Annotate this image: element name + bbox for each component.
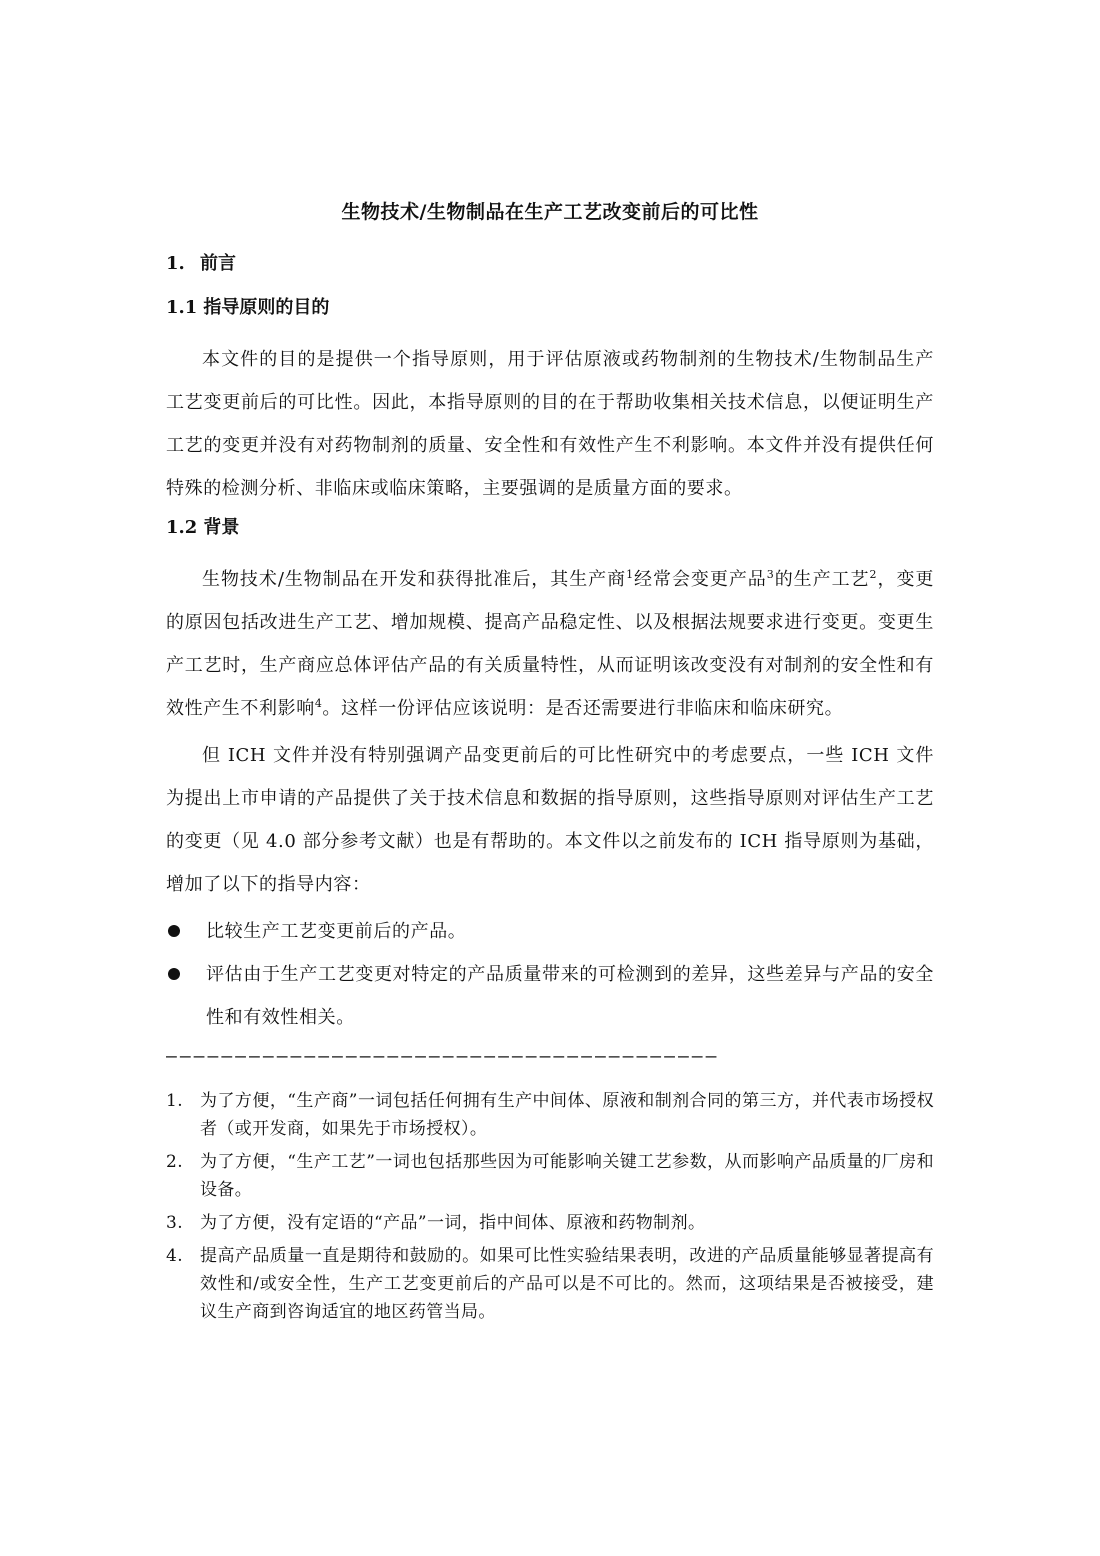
- text-run: 经常会变更产品: [633, 569, 767, 590]
- footnote-number: 1.: [166, 1091, 184, 1111]
- footnote-ref-4[interactable]: 4: [314, 697, 323, 710]
- section-1-1-heading: [166, 294, 934, 322]
- footnote-ref-2[interactable]: 2: [869, 568, 878, 581]
- document-body: [166, 196, 934, 1331]
- footnote-item: [166, 1087, 934, 1143]
- section-1-1-number: 1.1: [166, 297, 198, 318]
- footnote-text: 为了方便，没有定语的“产品”一词，指中间体、原液和药物制剂。: [200, 1213, 706, 1233]
- section-1-2-heading: [166, 514, 934, 542]
- text-run: 。这样一份评估应该说明：是否还需要进行非临床和临床研究。: [322, 698, 844, 719]
- footnote-item: [166, 1242, 934, 1326]
- section-1-1-paragraph: 本文件的目的是提供一个指导原则，用于评估原液或药物制剂的生物技术/生物制品生产工艺变更前后的可比性。因此，本指导原则的目的在于帮助收集相关技术信息，以便证明生产工艺的变更并没有对药物制剂的质量、安全性和有效性产生不利影响。本文件并没有提供任何特殊的检测分析、非临床或临床策略，主要强调的是质量方面的要求。: [166, 349, 934, 499]
- footnote-ref-1[interactable]: 1: [626, 568, 634, 581]
- footnote-item: [166, 1148, 934, 1204]
- document-title: 生物技术/生物制品在生产工艺改变前后的可比性: [341, 201, 759, 223]
- section-1-2-paragraph-2: 但 ICH 文件并没有特别强调产品变更前后的可比性研究中的考虑要点，一些 ICH 文件为提出上市申请的产品提供了关于技术信息和数据的指导原则，这些指导原则对评估生产工艺的变更（见 4.0 部分参考文献）也是有帮助的。本文件以之前发布的 ICH 指导原则为基础，增加了以下的指导内容：: [166, 745, 934, 895]
- footnote-item: [166, 1209, 934, 1237]
- bullet-icon: [168, 968, 180, 980]
- footnote-text: 提高产品质量一直是期待和鼓励的。如果可比性实验结果表明，改进的产品质量能够显著提高有效性和/或安全性，生产工艺变更前后的产品可以是不可比的。然而，这项结果是否被接受，建议生产商到咨询适宜的地区药管当局。: [200, 1246, 934, 1322]
- list-item: [166, 953, 934, 1039]
- section-1-1-title: 指导原则的目的: [203, 297, 330, 318]
- footnote-ref-3[interactable]: 3: [766, 568, 775, 581]
- footnote-text: 为了方便，“生产工艺”一词也包括那些因为可能影响关键工艺参数，从而影响产品质量的厂房和设备。: [200, 1152, 934, 1200]
- section-1-number: 1.: [166, 253, 185, 274]
- text-run: 生物技术/生物制品在开发和获得批准后，其生产商: [202, 569, 627, 590]
- list-item: [166, 910, 934, 953]
- text-run: 的生产工艺: [774, 569, 870, 590]
- footnote-list: [166, 1087, 934, 1326]
- footnote-number: 2.: [166, 1152, 184, 1172]
- section-1-2-paragraph-1: [166, 558, 934, 730]
- footnote-separator: ————————————————————————————————————————: [166, 1046, 720, 1067]
- list-item-text: 评估由于生产工艺变更对特定的产品质量带来的可检测到的差异，这些差异与产品的安全性和有效性相关。: [206, 964, 934, 1028]
- footnote-number: 3.: [166, 1213, 184, 1233]
- footnote-text: 为了方便，“生产商”一词包括任何拥有生产中间体、原液和制剂合同的第三方，并代表市场授权者（或开发商，如果先于市场授权）。: [200, 1091, 934, 1139]
- bullet-icon: [168, 925, 180, 937]
- text-run: ，变更的原因包括改进生产工艺、增加规模、提高产品稳定性、以及根据法规要求进行变更。变更生产工艺时，生产商应总体评估产品的有关质量特性，从而证明该改变没有对制剂的安全性和有效性产生不利影响: [166, 569, 934, 719]
- section-1-title: 前言: [200, 253, 236, 274]
- section-1-2-title: 背景: [203, 517, 240, 538]
- guidance-bullet-list: [166, 910, 934, 1039]
- section-1-heading: [166, 250, 934, 278]
- list-item-text: 比较生产工艺变更前后的产品。: [206, 921, 467, 942]
- footnote-number: 4.: [166, 1246, 184, 1266]
- section-1-2-number: 1.2: [166, 517, 198, 538]
